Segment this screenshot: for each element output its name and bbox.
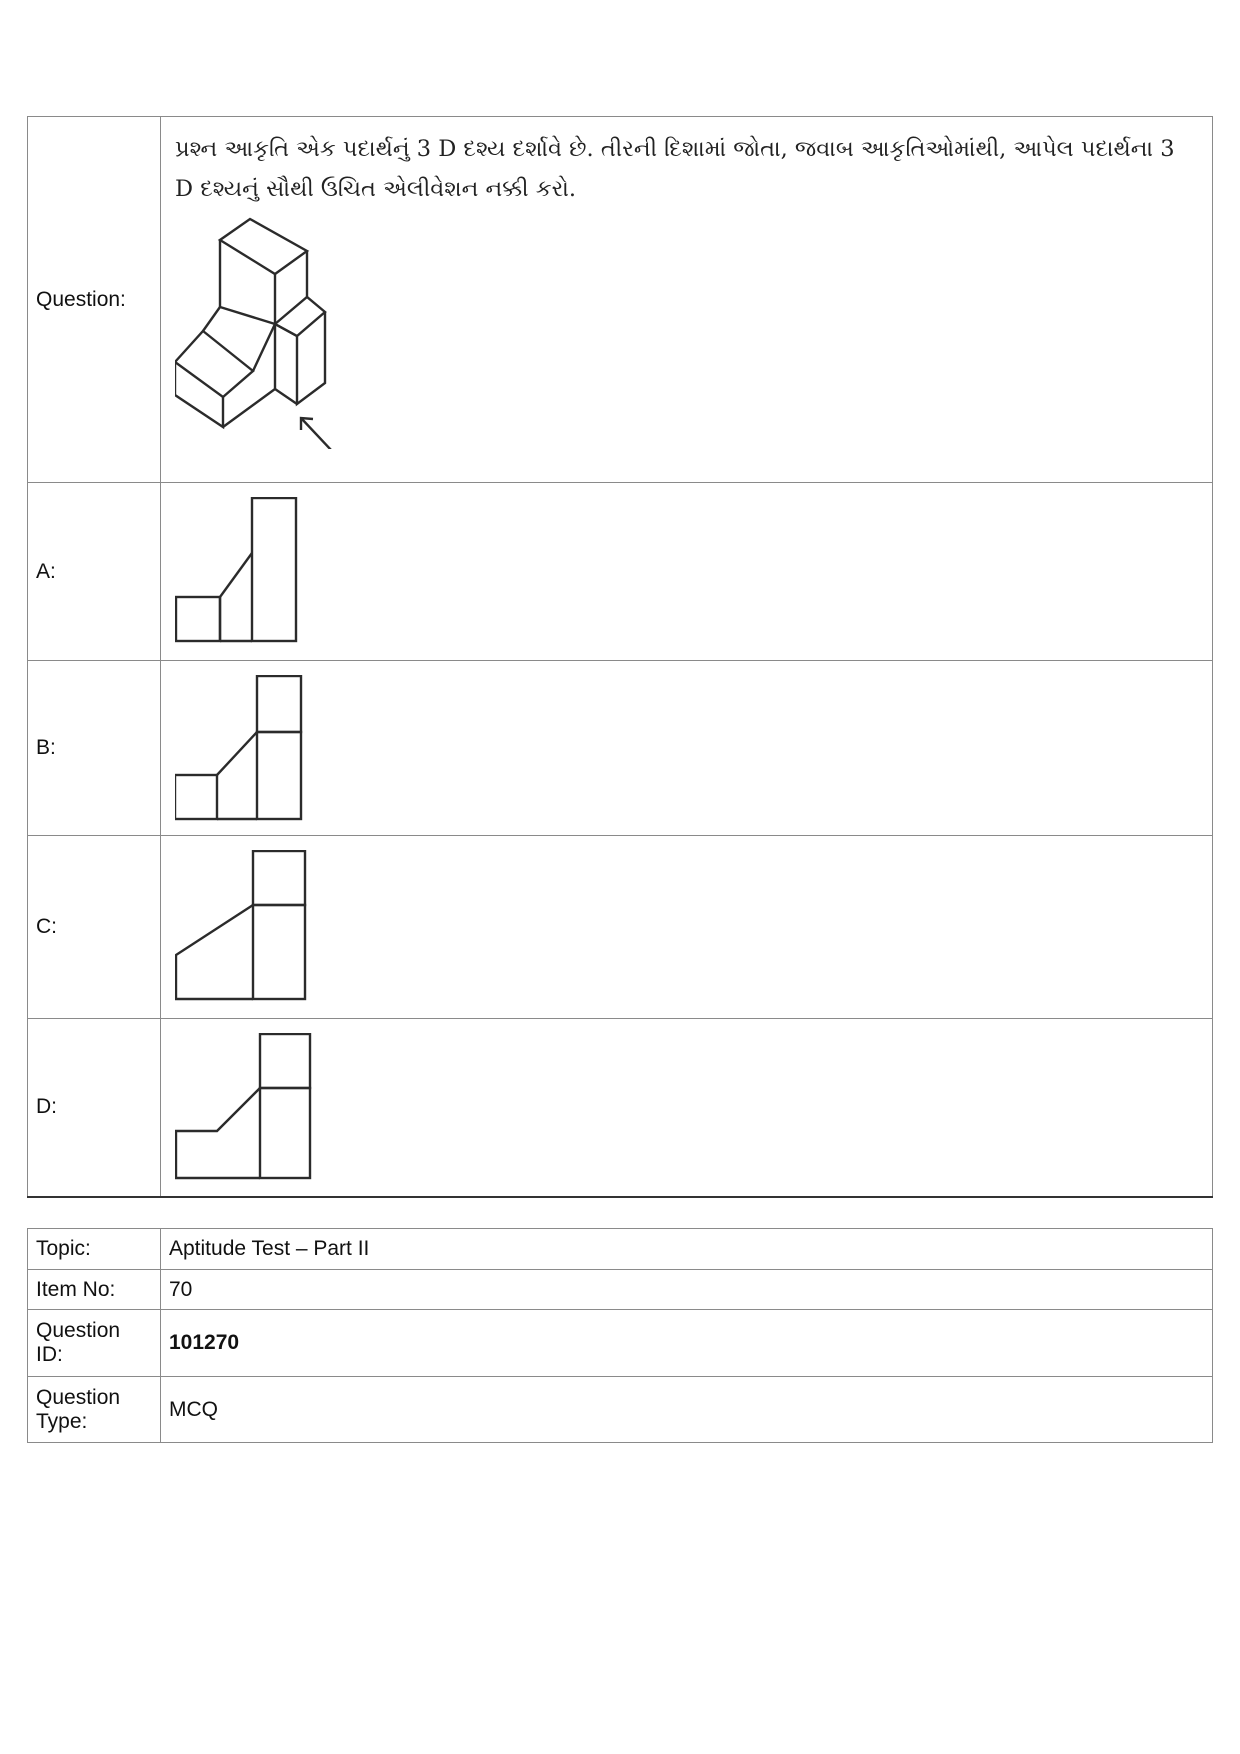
question-table	[27, 116, 1213, 1198]
isometric-object-figure	[175, 209, 375, 449]
option-label-c: C:	[28, 836, 161, 1019]
question-cell	[161, 117, 1213, 483]
option-cell-a[interactable]	[161, 483, 1213, 661]
question-id-label: Question ID:	[28, 1310, 161, 1377]
option-label-a: A:	[28, 483, 161, 661]
question-id-value: 101270	[161, 1310, 1213, 1377]
option-a-figure	[175, 497, 315, 647]
question-type-label: Question Type:	[28, 1377, 161, 1443]
meta-row-item-no	[28, 1270, 1213, 1310]
question-figure	[175, 209, 1198, 449]
option-row-d	[28, 1019, 1213, 1197]
option-b-figure	[175, 675, 315, 825]
item-no-label: Item No:	[28, 1270, 161, 1310]
option-row-a	[28, 483, 1213, 661]
question-type-value: MCQ	[161, 1377, 1213, 1443]
meta-row-question-type	[28, 1377, 1213, 1443]
option-cell-b[interactable]	[161, 661, 1213, 836]
option-cell-c[interactable]	[161, 836, 1213, 1019]
option-label-d: D:	[28, 1019, 161, 1197]
option-row-b	[28, 661, 1213, 836]
option-label-b: B:	[28, 661, 161, 836]
option-row-c	[28, 836, 1213, 1019]
item-no-value: 70	[161, 1270, 1213, 1310]
question-row	[28, 117, 1213, 483]
topic-label: Topic:	[28, 1229, 161, 1270]
question-text: પ્રશ્ન આકૃતિ એક પદાર્થનું 3 D દશ્ય દર્શાવે છે. તીરની દિશામાં જોતા, જવાબ આકૃતિઓમાંથી, આપેલ પદાર્થના 3 D દશ્યનું સૌથી ઉચિત એલીવેશન નક્કી કરો.	[175, 136, 1175, 202]
option-d-figure	[175, 1033, 315, 1183]
topic-value: Aptitude Test – Part II	[161, 1229, 1213, 1270]
option-c-figure	[175, 850, 315, 1010]
meta-table	[27, 1228, 1213, 1443]
meta-row-question-id	[28, 1310, 1213, 1377]
question-label: Question:	[28, 117, 161, 483]
option-cell-d[interactable]	[161, 1019, 1213, 1197]
meta-row-topic	[28, 1229, 1213, 1270]
